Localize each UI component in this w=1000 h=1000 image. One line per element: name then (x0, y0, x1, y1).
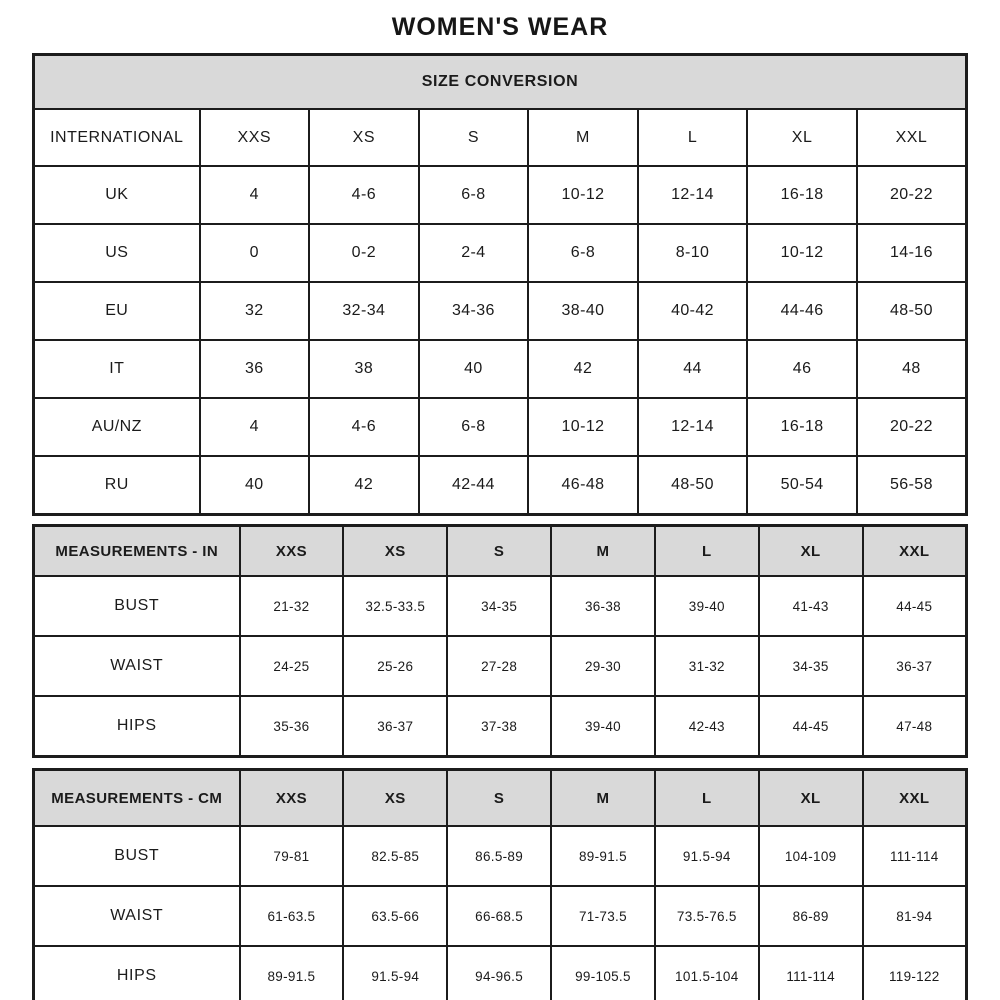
row-label: AU/NZ (34, 398, 200, 456)
value-cell: 47-48 (863, 696, 967, 757)
value-cell: 4-6 (309, 166, 419, 224)
value-cell: 27-28 (447, 636, 551, 696)
size-column-header: L (655, 770, 759, 827)
row-label: WAIST (34, 886, 240, 946)
table-row (34, 946, 967, 1000)
international-header-row (34, 109, 967, 166)
size-conversion-band-row (34, 55, 967, 110)
table-row (34, 696, 967, 757)
table-row (34, 886, 967, 946)
measurements-cm-table (32, 768, 968, 1000)
size-column-header: M (551, 526, 655, 577)
table-gap (0, 758, 1000, 768)
value-cell: 12-14 (638, 166, 748, 224)
row-label-header: INTERNATIONAL (34, 109, 200, 166)
table-row (34, 282, 967, 340)
row-label: RU (34, 456, 200, 515)
value-cell: 42 (528, 340, 638, 398)
value-cell: 40 (419, 340, 529, 398)
value-cell: 10-12 (528, 166, 638, 224)
size-column-header: XXS (240, 770, 344, 827)
row-label: HIPS (34, 696, 240, 757)
value-cell: 89-91.5 (551, 826, 655, 886)
value-cell: 4 (200, 166, 310, 224)
size-column-header: XL (747, 109, 857, 166)
size-column-header: XL (759, 770, 863, 827)
value-cell: 40-42 (638, 282, 748, 340)
size-column-header: XXS (200, 109, 310, 166)
value-cell: 56-58 (857, 456, 967, 515)
value-cell: 29-30 (551, 636, 655, 696)
table-row (34, 166, 967, 224)
table-row (34, 398, 967, 456)
value-cell: 16-18 (747, 166, 857, 224)
value-cell: 31-32 (655, 636, 759, 696)
value-cell: 99-105.5 (551, 946, 655, 1000)
row-label: UK (34, 166, 200, 224)
size-column-header: L (638, 109, 748, 166)
value-cell: 39-40 (551, 696, 655, 757)
row-label: BUST (34, 576, 240, 636)
value-cell: 48-50 (857, 282, 967, 340)
size-column-header: S (447, 770, 551, 827)
value-cell: 66-68.5 (447, 886, 551, 946)
size-conversion-title: SIZE CONVERSION (34, 55, 967, 110)
table-row (34, 636, 967, 696)
value-cell: 63.5-66 (343, 886, 447, 946)
value-cell: 86.5-89 (447, 826, 551, 886)
value-cell: 14-16 (857, 224, 967, 282)
value-cell: 46 (747, 340, 857, 398)
row-label: HIPS (34, 946, 240, 1000)
table-gap (0, 516, 1000, 524)
value-cell: 42 (309, 456, 419, 515)
table-row (34, 826, 967, 886)
value-cell: 20-22 (857, 398, 967, 456)
value-cell: 12-14 (638, 398, 748, 456)
row-label: IT (34, 340, 200, 398)
value-cell: 48 (857, 340, 967, 398)
value-cell: 44-46 (747, 282, 857, 340)
value-cell: 79-81 (240, 826, 344, 886)
value-cell: 20-22 (857, 166, 967, 224)
value-cell: 32 (200, 282, 310, 340)
value-cell: 6-8 (419, 398, 529, 456)
size-column-header: L (655, 526, 759, 577)
value-cell: 34-35 (447, 576, 551, 636)
size-column-header: S (419, 109, 529, 166)
value-cell: 91.5-94 (343, 946, 447, 1000)
size-column-header: XXL (863, 526, 967, 577)
value-cell: 8-10 (638, 224, 748, 282)
size-column-header: XS (343, 526, 447, 577)
value-cell: 94-96.5 (447, 946, 551, 1000)
value-cell: 44-45 (759, 696, 863, 757)
table-row (34, 456, 967, 515)
size-column-header: XXL (857, 109, 967, 166)
value-cell: 24-25 (240, 636, 344, 696)
value-cell: 32-34 (309, 282, 419, 340)
value-cell: 86-89 (759, 886, 863, 946)
value-cell: 16-18 (747, 398, 857, 456)
size-column-header: XL (759, 526, 863, 577)
size-column-header: XS (343, 770, 447, 827)
size-column-header: XS (309, 109, 419, 166)
measurements-in-table (32, 524, 968, 758)
measurements-cm-title: MEASUREMENTS - CM (34, 770, 240, 827)
value-cell: 50-54 (747, 456, 857, 515)
value-cell: 104-109 (759, 826, 863, 886)
value-cell: 44-45 (863, 576, 967, 636)
size-conversion-table (32, 53, 968, 516)
value-cell: 36 (200, 340, 310, 398)
value-cell: 0 (200, 224, 310, 282)
measurements-in-title: MEASUREMENTS - IN (34, 526, 240, 577)
measurements-in-header-row (34, 526, 967, 577)
table-row (34, 576, 967, 636)
value-cell: 4 (200, 398, 310, 456)
value-cell: 44 (638, 340, 748, 398)
row-label: WAIST (34, 636, 240, 696)
size-column-header: M (528, 109, 638, 166)
table-row (34, 340, 967, 398)
size-column-header: M (551, 770, 655, 827)
value-cell: 36-37 (343, 696, 447, 757)
value-cell: 46-48 (528, 456, 638, 515)
table-row (34, 224, 967, 282)
value-cell: 6-8 (528, 224, 638, 282)
value-cell: 48-50 (638, 456, 748, 515)
value-cell: 6-8 (419, 166, 529, 224)
value-cell: 61-63.5 (240, 886, 344, 946)
row-label: US (34, 224, 200, 282)
value-cell: 81-94 (863, 886, 967, 946)
value-cell: 32.5-33.5 (343, 576, 447, 636)
value-cell: 41-43 (759, 576, 863, 636)
value-cell: 21-32 (240, 576, 344, 636)
value-cell: 36-38 (551, 576, 655, 636)
value-cell: 101.5-104 (655, 946, 759, 1000)
value-cell: 34-36 (419, 282, 529, 340)
value-cell: 73.5-76.5 (655, 886, 759, 946)
value-cell: 4-6 (309, 398, 419, 456)
value-cell: 71-73.5 (551, 886, 655, 946)
row-label: BUST (34, 826, 240, 886)
value-cell: 119-122 (863, 946, 967, 1000)
value-cell: 42-44 (419, 456, 529, 515)
value-cell: 89-91.5 (240, 946, 344, 1000)
value-cell: 25-26 (343, 636, 447, 696)
value-cell: 37-38 (447, 696, 551, 757)
size-column-header: XXL (863, 770, 967, 827)
value-cell: 111-114 (863, 826, 967, 886)
page-title: WOMEN'S WEAR (391, 13, 609, 41)
value-cell: 10-12 (747, 224, 857, 282)
size-column-header: S (447, 526, 551, 577)
value-cell: 35-36 (240, 696, 344, 757)
row-label: EU (34, 282, 200, 340)
value-cell: 82.5-85 (343, 826, 447, 886)
value-cell: 10-12 (528, 398, 638, 456)
value-cell: 40 (200, 456, 310, 515)
value-cell: 36-37 (863, 636, 967, 696)
measurements-cm-header-row (34, 770, 967, 827)
value-cell: 34-35 (759, 636, 863, 696)
value-cell: 42-43 (655, 696, 759, 757)
value-cell: 38-40 (528, 282, 638, 340)
value-cell: 39-40 (655, 576, 759, 636)
size-column-header: XXS (240, 526, 344, 577)
value-cell: 0-2 (309, 224, 419, 282)
value-cell: 91.5-94 (655, 826, 759, 886)
value-cell: 111-114 (759, 946, 863, 1000)
value-cell: 38 (309, 340, 419, 398)
value-cell: 2-4 (419, 224, 529, 282)
